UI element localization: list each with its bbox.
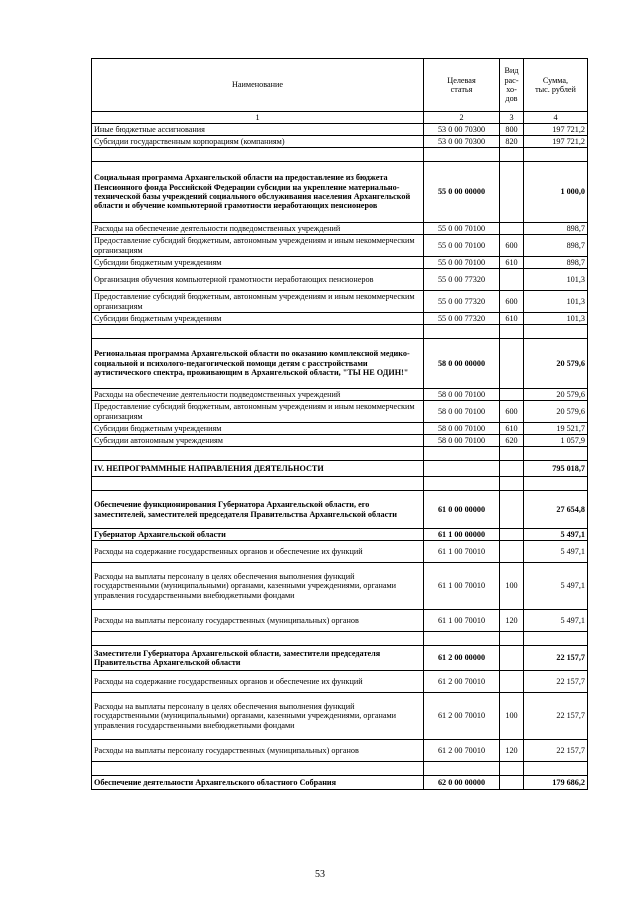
sum-cell: 5 497,1 <box>524 529 588 541</box>
expense-type-cell <box>500 541 524 563</box>
page-number: 53 <box>315 869 325 880</box>
sum-cell: 197 721,2 <box>524 124 588 136</box>
spacer-cell <box>424 477 500 491</box>
name-cell: Расходы на обеспечение деятельности подведомственных учреждений <box>92 389 424 401</box>
name-cell: Предоставление субсидий бюджетным, автономным учреждениям и иным некоммерческим организациям <box>92 401 424 423</box>
spacer-cell <box>500 762 524 776</box>
name-cell: Социальная программа Архангельской области на предоставление из бюджета Пенсионного фонда Российской Федерации субсидии на укрепление материально-технической базы учреждений социального обслуживания населения Архангельской области и обучение компьютерной грамотности неработающих пенсионеров <box>92 162 424 223</box>
expense-type-cell <box>500 389 524 401</box>
article-cell: 58 0 00 70100 <box>424 435 500 447</box>
expense-type-cell: 120 <box>500 610 524 632</box>
spacer-cell <box>500 447 524 461</box>
expense-type-cell: 120 <box>500 740 524 762</box>
article-cell: 61 1 00 70010 <box>424 563 500 610</box>
name-cell: Субсидии автономным учреждениям <box>92 435 424 447</box>
name-cell: Субсидии бюджетным учреждениям <box>92 257 424 269</box>
article-cell: 53 0 00 70300 <box>424 124 500 136</box>
expense-type-cell <box>500 646 524 671</box>
sum-cell: 179 686,2 <box>524 776 588 790</box>
spacer-row <box>92 477 588 491</box>
sum-cell: 101,3 <box>524 269 588 291</box>
name-cell: Расходы на содержание государственных органов и обеспечение их функций <box>92 541 424 563</box>
table-row <box>92 740 588 762</box>
sum-cell: 1 000,0 <box>524 162 588 223</box>
spacer-cell <box>424 325 500 339</box>
sum-cell: 22 157,7 <box>524 740 588 762</box>
spacer-cell <box>500 632 524 646</box>
spacer-row <box>92 447 588 461</box>
article-cell: 55 0 00 77320 <box>424 291 500 313</box>
name-cell: Иные бюджетные ассигнования <box>92 124 424 136</box>
table-row <box>92 423 588 435</box>
column-number-row <box>92 112 588 124</box>
section-row <box>92 646 588 671</box>
spacer-cell <box>524 477 588 491</box>
table-row <box>92 401 588 423</box>
table-row <box>92 389 588 401</box>
article-cell: 55 0 00 77320 <box>424 313 500 325</box>
expense-type-cell: 600 <box>500 291 524 313</box>
table-row <box>92 235 588 257</box>
article-cell: 61 1 00 70010 <box>424 541 500 563</box>
section-row <box>92 461 588 477</box>
expense-type-cell: 610 <box>500 313 524 325</box>
sum-cell: 22 157,7 <box>524 646 588 671</box>
table-row <box>92 610 588 632</box>
spacer-cell <box>424 447 500 461</box>
article-cell: 53 0 00 70300 <box>424 136 500 148</box>
section-row <box>92 339 588 389</box>
expense-type-cell: 610 <box>500 423 524 435</box>
column-number: 2 <box>424 112 500 124</box>
expense-type-cell: 600 <box>500 235 524 257</box>
name-cell: Организация обучения компьютерной грамотности неработающих пенсионеров <box>92 269 424 291</box>
table-row <box>92 269 588 291</box>
spacer-row <box>92 325 588 339</box>
sum-cell: 22 157,7 <box>524 693 588 740</box>
spacer-cell <box>92 148 424 162</box>
spacer-cell <box>424 762 500 776</box>
name-cell: Субсидии бюджетным учреждениям <box>92 313 424 325</box>
expense-type-cell: 600 <box>500 401 524 423</box>
name-cell: Расходы на выплаты персоналу государственных (муниципальных) органов <box>92 610 424 632</box>
spacer-cell <box>92 325 424 339</box>
expense-type-cell <box>500 162 524 223</box>
sum-cell: 20 579,6 <box>524 339 588 389</box>
sum-cell: 898,7 <box>524 223 588 235</box>
name-cell: Расходы на выплаты персоналу в целях обеспечения выполнения функций государственными (муниципальными) органами, казенными учреждениями, органами управления государственными внебюджетными фондами <box>92 563 424 610</box>
expense-type-cell: 800 <box>500 124 524 136</box>
name-cell: Предоставление субсидий бюджетным, автономным учреждениям и иным некоммерческим организациям <box>92 291 424 313</box>
table-row <box>92 541 588 563</box>
expense-type-cell <box>500 776 524 790</box>
article-cell <box>424 461 500 477</box>
article-cell: 61 0 00 00000 <box>424 491 500 529</box>
header-name: Наименование <box>92 59 424 112</box>
article-cell: 61 1 00 70010 <box>424 610 500 632</box>
sum-cell: 1 057,9 <box>524 435 588 447</box>
table-row <box>92 435 588 447</box>
table-row <box>92 136 588 148</box>
expense-type-cell: 100 <box>500 563 524 610</box>
table-row <box>92 291 588 313</box>
name-cell: Предоставление субсидий бюджетным, автономным учреждениям и иным некоммерческим организациям <box>92 235 424 257</box>
sum-cell: 5 497,1 <box>524 563 588 610</box>
spacer-cell <box>524 148 588 162</box>
expense-type-cell: 610 <box>500 257 524 269</box>
expense-type-cell: 100 <box>500 693 524 740</box>
header-sum: Сумма, тыс. рублей <box>524 59 588 112</box>
spacer-cell <box>524 632 588 646</box>
name-cell: Расходы на выплаты персоналу государственных (муниципальных) органов <box>92 740 424 762</box>
name-cell: Расходы на выплаты персоналу в целях обеспечения выполнения функций государственными (муниципальными) органами, казенными учреждениями, органами управления государственными внебюджетными фондами <box>92 693 424 740</box>
spacer-cell <box>500 148 524 162</box>
article-cell: 61 1 00 00000 <box>424 529 500 541</box>
spacer-cell <box>524 762 588 776</box>
sum-cell: 27 654,8 <box>524 491 588 529</box>
header-row <box>92 59 588 112</box>
spacer-cell <box>524 447 588 461</box>
article-cell: 61 2 00 00000 <box>424 646 500 671</box>
spacer-cell <box>500 325 524 339</box>
section-row <box>92 491 588 529</box>
spacer-cell <box>92 477 424 491</box>
sum-cell: 898,7 <box>524 235 588 257</box>
table-row <box>92 313 588 325</box>
section-row <box>92 529 588 541</box>
article-cell: 58 0 00 00000 <box>424 339 500 389</box>
name-cell: Субсидии бюджетным учреждениям <box>92 423 424 435</box>
sum-cell: 5 497,1 <box>524 610 588 632</box>
sum-cell: 795 018,7 <box>524 461 588 477</box>
sum-cell: 19 521,7 <box>524 423 588 435</box>
article-cell: 61 2 00 70010 <box>424 671 500 693</box>
section-row <box>92 776 588 790</box>
column-number: 3 <box>500 112 524 124</box>
budget-table <box>91 58 588 790</box>
name-cell: Расходы на содержание государственных органов и обеспечение их функций <box>92 671 424 693</box>
article-cell: 55 0 00 70100 <box>424 257 500 269</box>
article-cell: 61 2 00 70010 <box>424 693 500 740</box>
name-cell: Губернатор Архангельской области <box>92 529 424 541</box>
spacer-cell <box>524 325 588 339</box>
sum-cell: 5 497,1 <box>524 541 588 563</box>
table-row <box>92 693 588 740</box>
spacer-cell <box>500 477 524 491</box>
article-cell: 58 0 00 70100 <box>424 423 500 435</box>
sum-cell: 20 579,6 <box>524 389 588 401</box>
name-cell: Заместители Губернатора Архангельской области, заместители председателя Правительства Архангельской области <box>92 646 424 671</box>
article-cell: 61 2 00 70010 <box>424 740 500 762</box>
expense-type-cell <box>500 223 524 235</box>
spacer-cell <box>424 632 500 646</box>
expense-type-cell: 620 <box>500 435 524 447</box>
expense-type-cell <box>500 529 524 541</box>
name-cell: Расходы на обеспечение деятельности подведомственных учреждений <box>92 223 424 235</box>
spacer-cell <box>92 632 424 646</box>
sum-cell: 22 157,7 <box>524 671 588 693</box>
expense-type-cell <box>500 671 524 693</box>
table-row <box>92 257 588 269</box>
header-article: Целевая статья <box>424 59 500 112</box>
article-cell: 58 0 00 70100 <box>424 401 500 423</box>
sum-cell: 898,7 <box>524 257 588 269</box>
expense-type-cell <box>500 269 524 291</box>
sum-cell: 197 721,2 <box>524 136 588 148</box>
sum-cell: 101,3 <box>524 291 588 313</box>
spacer-cell <box>92 762 424 776</box>
name-cell: Обеспечение функционирования Губернатора Архангельской области, его заместителей, заместителей председателя Правительства Архангельской области <box>92 491 424 529</box>
expense-type-cell <box>500 339 524 389</box>
spacer-row <box>92 762 588 776</box>
spacer-row <box>92 632 588 646</box>
article-cell: 55 0 00 70100 <box>424 235 500 257</box>
article-cell: 55 0 00 00000 <box>424 162 500 223</box>
spacer-cell <box>424 148 500 162</box>
table-row <box>92 563 588 610</box>
name-cell: Обеспечение деятельности Архангельского областного Собрания <box>92 776 424 790</box>
sum-cell: 20 579,6 <box>524 401 588 423</box>
expense-type-cell <box>500 461 524 477</box>
article-cell: 62 0 00 00000 <box>424 776 500 790</box>
spacer-cell <box>92 447 424 461</box>
column-number: 1 <box>92 112 424 124</box>
article-cell: 55 0 00 77320 <box>424 269 500 291</box>
expense-type-cell <box>500 491 524 529</box>
name-cell: IV. НЕПРОГРАММНЫЕ НАПРАВЛЕНИЯ ДЕЯТЕЛЬНОСТИ <box>92 461 424 477</box>
table-row <box>92 124 588 136</box>
sum-cell: 101,3 <box>524 313 588 325</box>
spacer-row <box>92 148 588 162</box>
column-number: 4 <box>524 112 588 124</box>
table-row <box>92 223 588 235</box>
article-cell: 58 0 00 70100 <box>424 389 500 401</box>
name-cell: Региональная программа Архангельской области по оказанию комплексной медико-социальной и психолого-педагогической помощи детям с расстройствами аутистического спектра, проживающим в Архангельской области, "ТЫ НЕ ОДИН!" <box>92 339 424 389</box>
name-cell: Субсидии государственным корпорациям (компаниям) <box>92 136 424 148</box>
section-row <box>92 162 588 223</box>
article-cell: 55 0 00 70100 <box>424 223 500 235</box>
header-expense-type: Вид рас- хо- дов <box>500 59 524 112</box>
table-row <box>92 671 588 693</box>
expense-type-cell: 820 <box>500 136 524 148</box>
